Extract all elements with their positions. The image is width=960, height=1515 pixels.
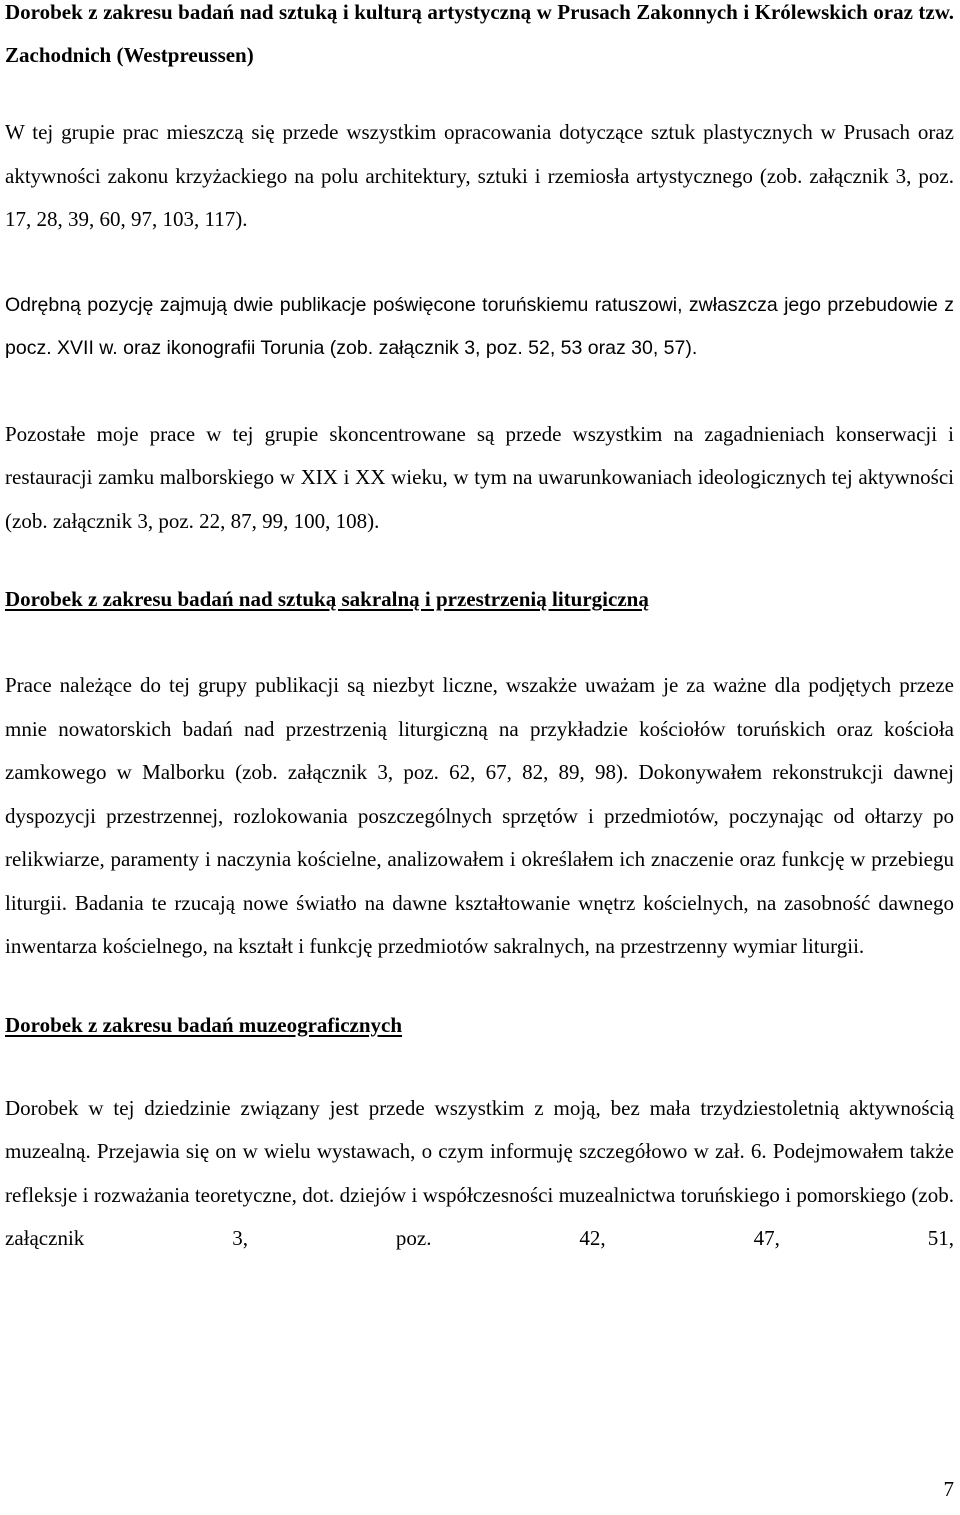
paragraph-liturgical-space: Prace należące do tej grupy publikacji są niezbyt liczne, wszakże uważam je za ważne dla podjętych przeze mnie nowatorskich badań nad przestrzenią liturgiczną na przykładzie kościołów toruńskich oraz kościoła zamkowego w Malborku (zob. załącznik 3, poz. 62, 67, 82, 89, 98). Dokonywałem rekonstrukcji dawnej dyspozycji przestrzennej, rozlokowania poszczególnych sprzętów i przedmiotów, poczynając od ołtarzy po relikwiarze, paramenty i naczynia kościelne, analizowałem i określałem ich znaczenie oraz funkcję w przebiegu liturgii. Badania te rzucają nowe światło na dawne kształtowanie wnętrz kościelnych, na zasobność dawnego inwentarza kościelnego, na kształt i funkcję przedmiotów sakralnych, na przestrzenny wymiar liturgii. — [5, 673, 954, 958]
section-heading-prussia: Dorobek z zakresu badań nad sztuką i kulturą artystyczną w Prusach Zakonnych i Królewskich oraz tzw. Zachodnich (Westpreussen) — [5, 0, 954, 67]
paragraph-museum-activity: Dorobek w tej dziedzinie związany jest przede wszystkim z moją, bez mała trzydziestoletnią aktywnością muzealną. Przejawia się on w wielu wystawach, o czym informuję szczegółowo w zał. 6. Podejmowałem także refleksje i rozważania teoretyczne, dot. dziejów i współczesności muzealnictwa toruńskiego i pomorskiego (zob. załącznik 3, poz. 42, 47, 51, — [5, 1095, 954, 1250]
paragraph-malbork-castle: Pozostałe moje prace w tej grupie skoncentrowane są przede wszystkim na zagadnieniach konserwacji i restauracji zamku malborskiego w XIX i XX wieku, w tym na uwarunkowaniach ideologicznych tej aktywności (zob. załącznik 3, poz. 22, 87, 99, 100, 108). — [5, 421, 954, 533]
section-heading-museography: Dorobek z zakresu badań muzeograficznych — [5, 1012, 403, 1037]
page-number: 7 — [943, 1477, 954, 1501]
paragraph-torun-town-hall: Odrębną pozycję zajmują dwie publikacje poświęcone toruńskiemu ratuszowi, zwłaszcza jego przebudowie z pocz. XVII w. oraz ikonografii Torunia (zob. załącznik 3, poz. 52, 53 oraz 30, 57). — [5, 293, 954, 359]
section-heading-sacral-art: Dorobek z zakresu badań nad sztuką sakralną i przestrzenią liturgiczną — [5, 587, 649, 611]
paragraph-prussia-arts: W tej grupie prac mieszczą się przede wszystkim opracowania dotyczące sztuk plastycznych w Prusach oraz aktywności zakonu krzyżackiego na polu architektury, sztuki i rzemiosła artystycznego (zob. załącznik 3, poz. 17, 28, 39, 60, 97, 103, 117). — [5, 120, 954, 231]
